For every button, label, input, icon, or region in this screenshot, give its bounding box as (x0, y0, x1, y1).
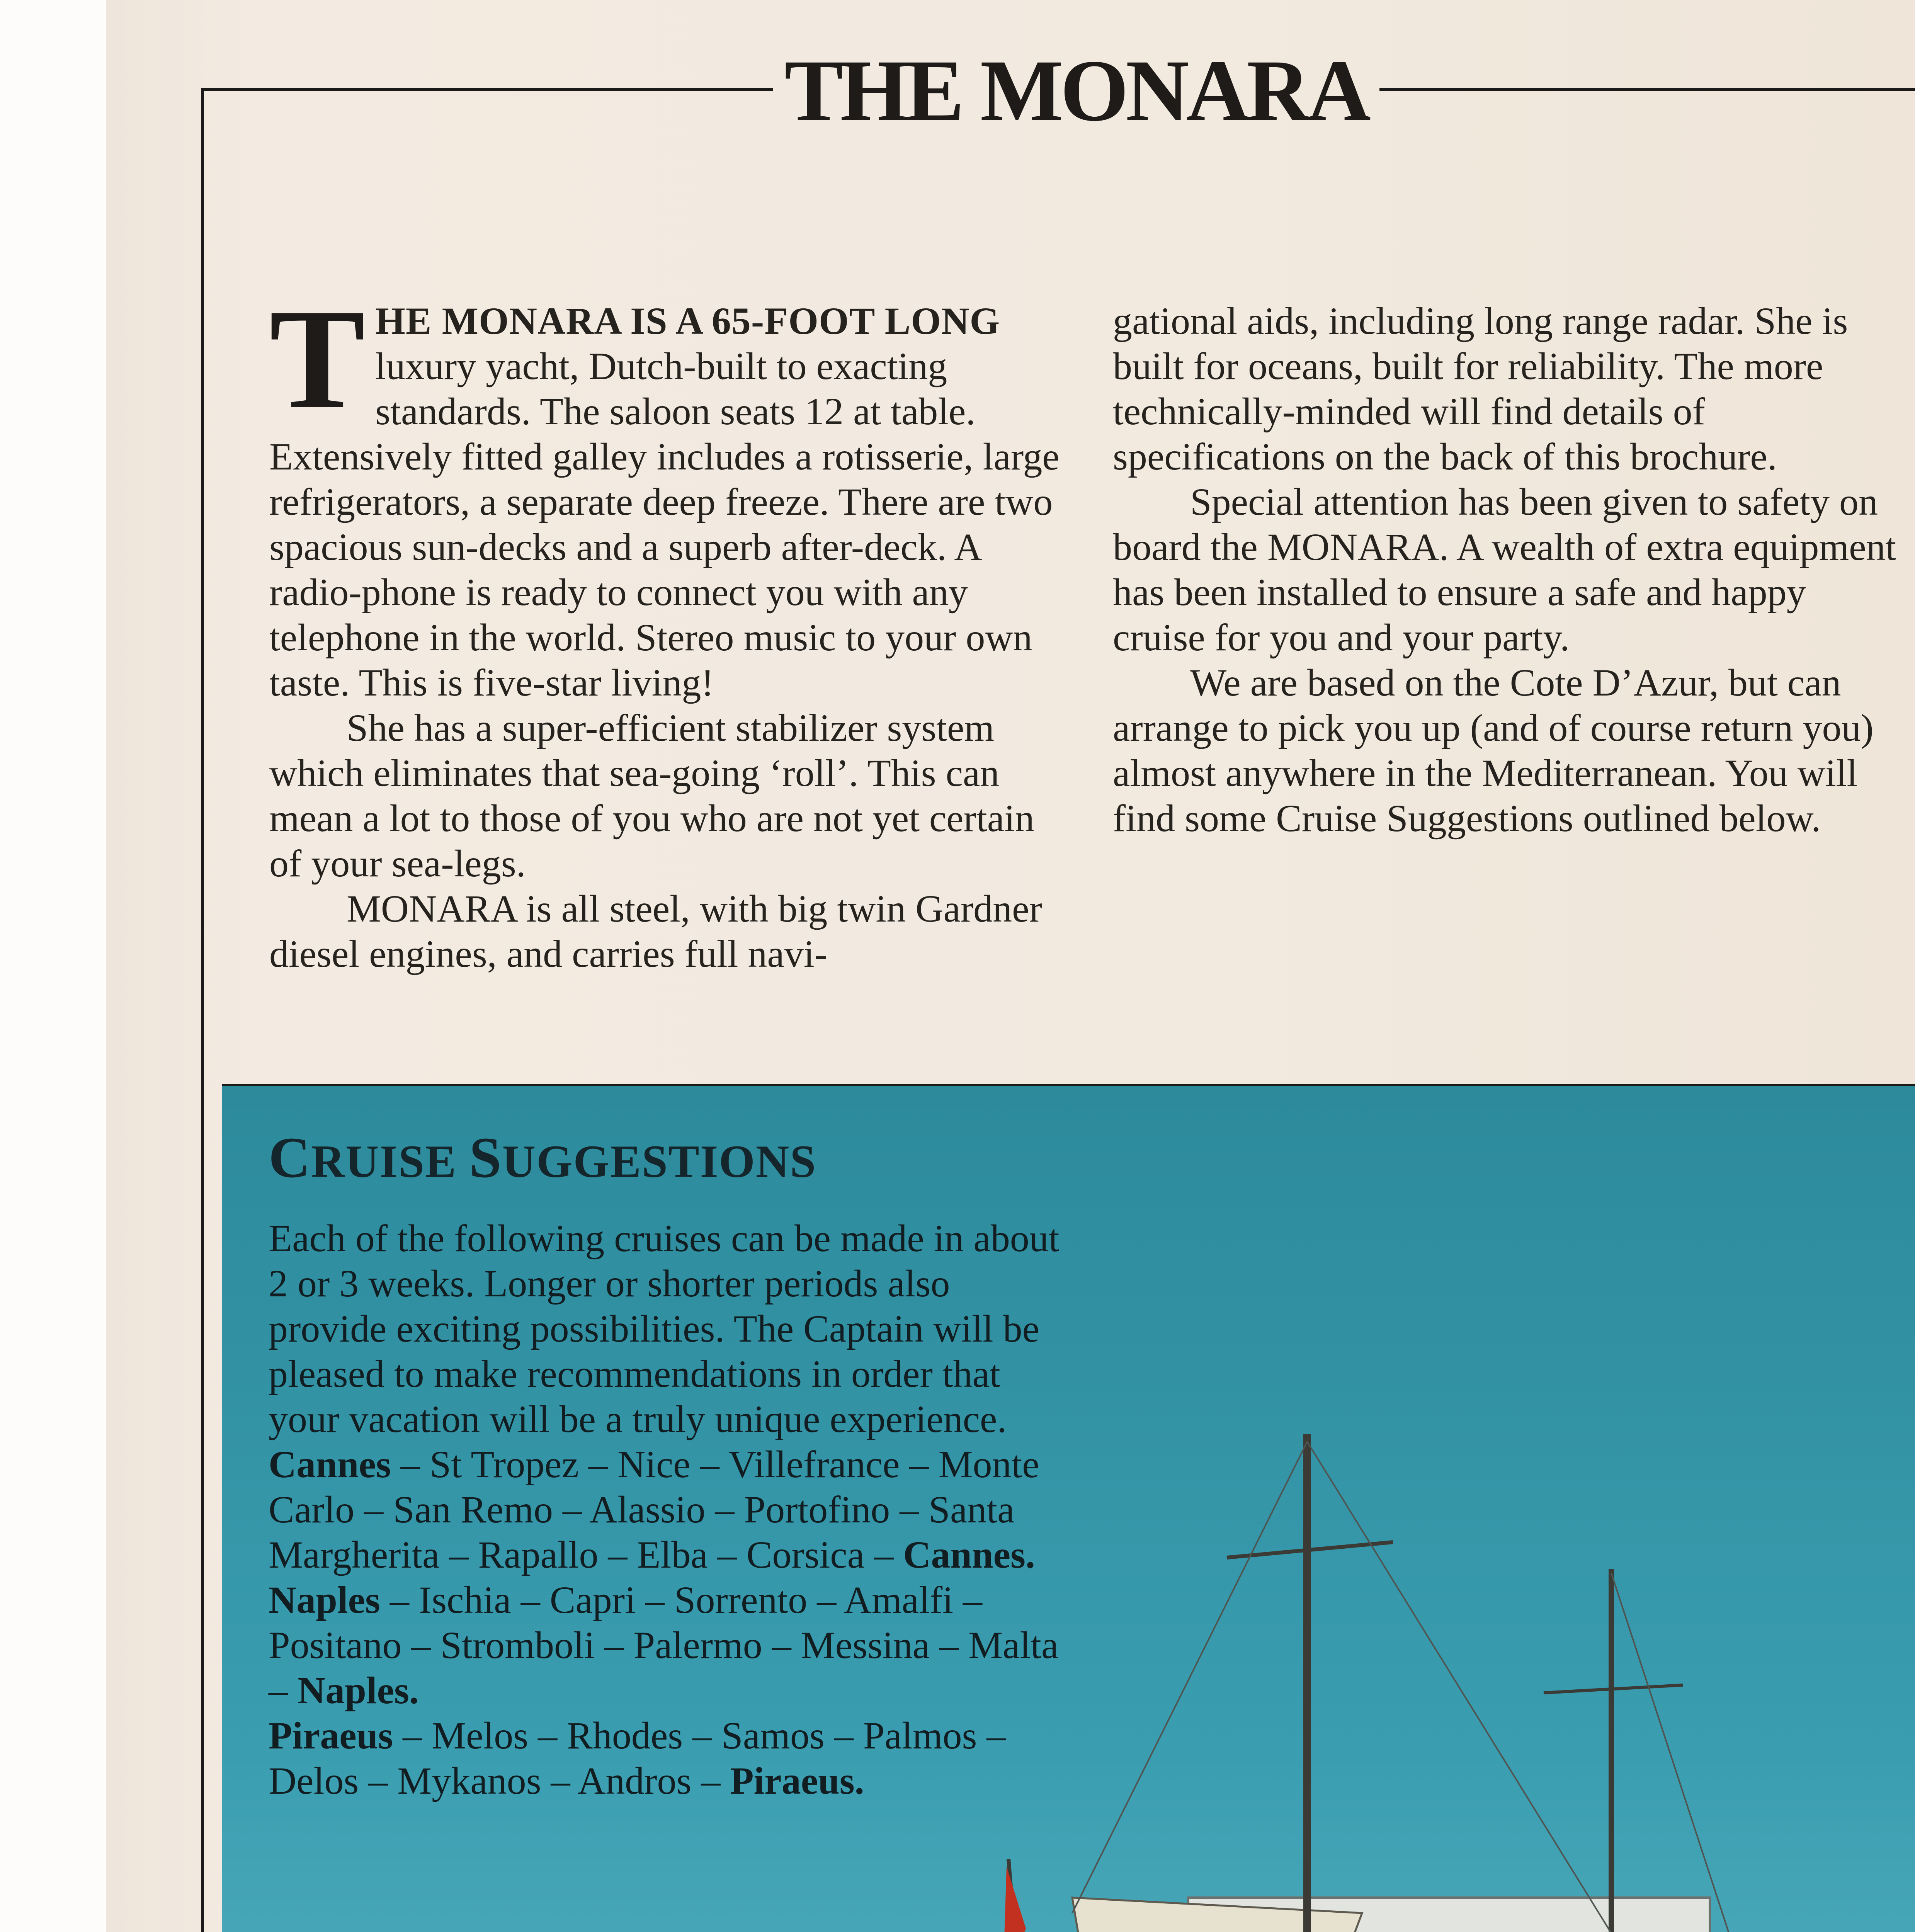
intro-paragraph-1-text: luxury yacht, Dutch-built to exacting standards. The saloon seats 12 at table. Extensively fitted galley includes a rotisserie, large refrigerators, a separate deep freeze. There are two spacious sun-decks and a superb after-deck. A radio-phone is ready to connect you with any telephone in the world. Stereo music to your own taste. This is five-star living! (269, 345, 1060, 704)
route-end: Cannes. (903, 1533, 1035, 1576)
scan-margin (0, 0, 106, 1932)
cruise-route: Cannes – St Tropez – Nice – Villefrance – Monte Carlo – San Remo – Alassio – Portofino – Santa Margherita – Rapallo – Elba – Corsica – Cannes. (269, 1443, 1039, 1576)
page-title: THE MONARA (784, 42, 1368, 139)
route-start: Naples (269, 1578, 380, 1621)
cruise-suggestions-text (269, 1216, 1065, 1803)
intro-paragraph-4: Special attention has been given to safety on board the MONARA. A wealth of extra equipment has been installed to ensure a safe and happy cruise for you and your party. (1113, 480, 1896, 659)
page-frame-top-right (1379, 88, 1915, 91)
intro-paragraph-1 (269, 280, 1065, 705)
intro-paragraph-3: MONARA is all steel, with big twin Gardner diesel engines, and carries full navi- (269, 887, 1042, 975)
route-start: Cannes (269, 1443, 391, 1486)
cruise-route: Piraeus – Melos – Rhodes – Samos – Palmos – Delos – Mykanos – Andros – Piraeus. (269, 1714, 1006, 1802)
cruise-route: Naples – Ischia – Capri – Sorrento – Amalfi – Positano – Stromboli – Palermo – Messina – Malta – Naples. (269, 1578, 1059, 1712)
intro-column-right (1113, 298, 1897, 841)
intro-paragraph-2: She has a super-efficient stabilizer system which eliminates that sea-going ‘roll’. This can mean a lot to those of you who are not yet certain of your sea-legs. (269, 706, 1034, 885)
page-frame-top-left (201, 88, 773, 91)
route-end: Naples. (298, 1669, 419, 1712)
intro-column-left (269, 280, 1065, 976)
cruise-intro: Each of the following cruises can be made in about 2 or 3 weeks. Longer or shorter periods also provide exciting possibilities. The Captain will be pleased to make recommendations in order that your vacation will be a truly unique experience. (269, 1217, 1060, 1440)
intro-paragraph-3-continued: gational aids, including long range radar. She is built for oceans, built for reliability. The more technically-minded will find details of specifications on the back of this brochure. (1113, 299, 1848, 478)
route-end: Piraeus. (730, 1759, 864, 1802)
intro-lead-caps: HE MONARA IS A 65-FOOT LONG (375, 299, 1000, 342)
drop-cap: T (269, 280, 366, 439)
yacht-photo (222, 1084, 1915, 1932)
intro-paragraph-5: We are based on the Cote D’Azur, but can arrange to pick you up (and of course return you) almost anywhere in the Mediterranean. You will find some Cruise Suggestions outlined below. (1113, 661, 1874, 840)
route-start: Piraeus (269, 1714, 393, 1757)
cruise-suggestions-heading: CRUISE SUGGESTIONS (269, 1126, 817, 1190)
page-frame-left (201, 88, 204, 1932)
